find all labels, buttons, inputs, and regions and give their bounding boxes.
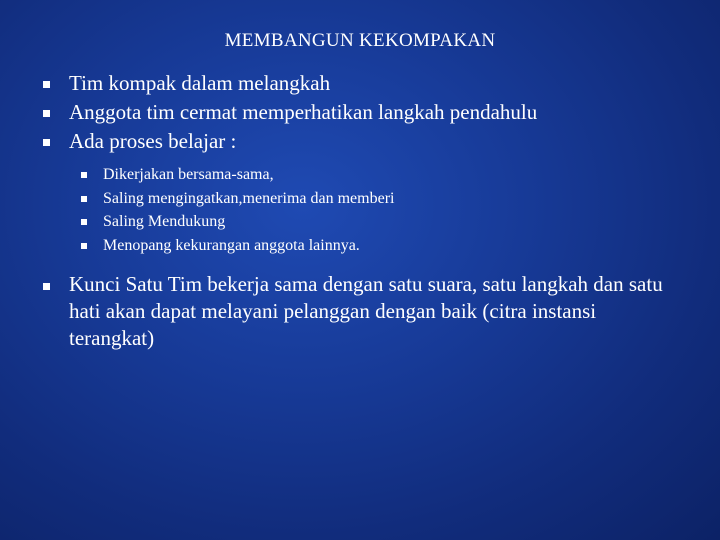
sub-bullet-text: Saling mengingatkan,menerima dan memberi (103, 189, 395, 207)
sub-bullet-item (81, 210, 683, 234)
bullet-item (43, 69, 683, 98)
square-bullet-icon (43, 283, 50, 290)
square-bullet-icon (43, 110, 50, 117)
bullet-text: Anggota tim cermat memperhatikan langkah pendahulu (69, 100, 538, 124)
bullet-text: Tim kompak dalam melangkah (69, 71, 331, 95)
sub-bullet-list (81, 163, 683, 257)
bullet-item (43, 98, 683, 127)
bullet-item (43, 271, 683, 352)
square-bullet-icon (43, 139, 50, 146)
square-bullet-icon (81, 172, 87, 178)
slide-content (43, 69, 683, 352)
sub-bullet-item (81, 163, 683, 187)
square-bullet-icon (81, 196, 87, 202)
sub-bullet-text: Dikerjakan bersama-sama, (103, 166, 274, 183)
sub-bullet-text: Saling Mendukung (103, 213, 226, 230)
sub-bullet-text: Menopang kekurangan anggota lainnya. (103, 236, 360, 254)
sub-bullet-item (81, 187, 683, 211)
bullet-text: Ada proses belajar : (69, 129, 237, 153)
square-bullet-icon (81, 243, 87, 249)
bullet-item (43, 127, 683, 156)
slide-title: MEMBANGUN KEKOMPAKAN (224, 30, 496, 51)
bullet-text: Kunci Satu Tim bekerja sama dengan satu suara, satu langkah dan satu hati akan dapat melayani pelanggan dengan baik (citra instansi terangkat) (69, 272, 663, 350)
sub-bullet-item (81, 234, 683, 258)
square-bullet-icon (81, 219, 87, 225)
square-bullet-icon (43, 81, 50, 88)
